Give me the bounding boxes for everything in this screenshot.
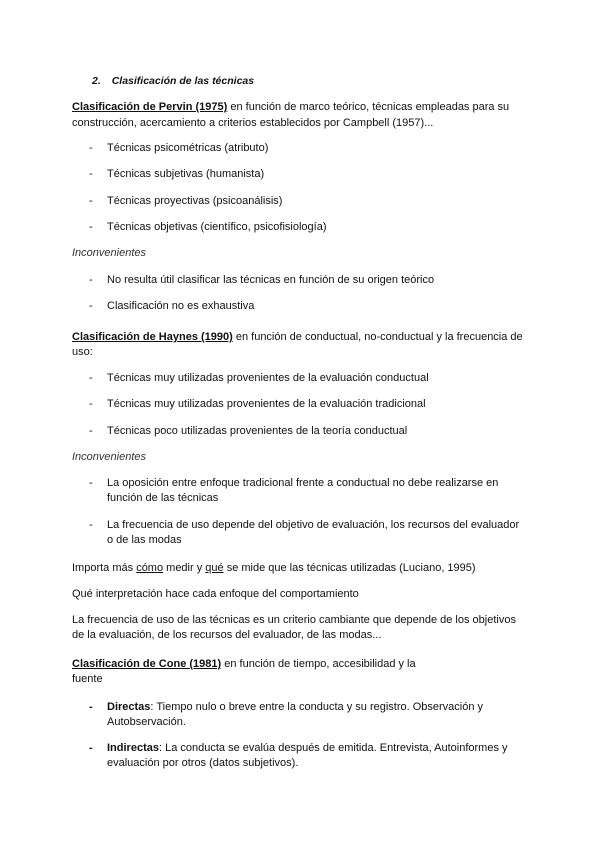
list-item-continuation: Autobservación. (107, 716, 186, 728)
list-item: No resulta útil clasificar las técnicas en función de su origen teórico (107, 274, 435, 286)
list-item: Técnicas muy utilizadas provenientes de la evaluación tradicional (107, 398, 426, 410)
importa-text-3: se mide que las técnicas utilizadas (Luciano, 1995) (223, 562, 476, 574)
list-item: Clasificación no es exhaustiva (107, 300, 255, 312)
section-number: 2. (92, 75, 101, 87)
pervin-title: Clasificación de Pervin (1975) (72, 101, 228, 113)
haynes-paragraph (72, 330, 523, 344)
haynes-text: en función de conductual, no-conductual y la frecuencia de (232, 331, 523, 343)
cone-text: en función de tiempo, accesibilidad y la (221, 658, 416, 670)
frecuencia-line2: de la evaluación, de los recursos del evaluador, de las modas... (72, 629, 382, 641)
bullet: - (89, 398, 93, 410)
pervin-text-line2: construcción, acercamiento a criterios establecidos por Campbell (1957)... (72, 117, 434, 129)
bullet: - (89, 742, 93, 754)
directas-label: Directas (107, 701, 151, 713)
importa-que: qué (205, 562, 224, 574)
bullet: - (89, 221, 93, 233)
indirectas-label: Indirectas (107, 742, 159, 754)
bullet: - (89, 701, 93, 713)
haynes-text-line2: uso: (72, 346, 93, 358)
bullet: - (89, 477, 93, 489)
list-item: Técnicas muy utilizadas provenientes de la evaluación conductual (107, 372, 429, 384)
haynes-inconvenientes-label: Inconvenientes (72, 451, 146, 463)
list-item: Técnicas proyectivas (psicoanálisis) (107, 195, 283, 207)
bullet: - (89, 425, 93, 437)
list-item-continuation: función de las técnicas (107, 492, 219, 504)
importa-paragraph (72, 561, 476, 575)
bullet: - (89, 300, 93, 312)
section-title: Clasificación de las técnicas (111, 75, 255, 87)
list-item: Técnicas subjetivas (humanista) (107, 168, 265, 180)
section-heading (92, 74, 254, 88)
pervin-inconvenientes-label: Inconvenientes (72, 247, 146, 259)
bullet: - (89, 372, 93, 384)
importa-como: cómo (136, 562, 164, 574)
haynes-title: Clasificación de Haynes (1990) (72, 331, 233, 343)
importa-text-1: Importa más (72, 562, 137, 574)
pervin-text: en función de marco teórico, técnicas empleadas para su (227, 101, 510, 113)
list-item-continuation: o de las modas (107, 534, 182, 546)
frecuencia-line1: La frecuencia de uso de las técnicas es un criterio cambiante que depende de los objetivos (72, 614, 516, 626)
cone-text-line2: fuente (72, 673, 103, 685)
directas-text: : Tiempo nulo o breve entre la conducta y su registro. Observación y (150, 701, 484, 713)
bullet: - (89, 519, 93, 531)
list-item (107, 700, 483, 714)
bullet: - (89, 168, 93, 180)
indirectas-text: : La conducta se evalúa después de emitida. Entrevista, Autoinformes y (158, 742, 508, 754)
list-item-continuation: evaluación por otros (datos subjetivos). (107, 757, 299, 769)
importa-text-2: medir y (163, 562, 206, 574)
bullet: - (89, 195, 93, 207)
cone-title: Clasificación de Cone (1981) (72, 658, 222, 670)
list-item: La oposición entre enfoque tradicional frente a conductual no debe realizarse en (107, 477, 499, 489)
list-item: La frecuencia de uso depende del objetivo de evaluación, los recursos del evaluador (107, 519, 520, 531)
bullet: - (89, 274, 93, 286)
list-item (107, 741, 508, 755)
list-item: Técnicas objetivas (científico, psicofisiología) (107, 221, 327, 233)
list-item: Técnicas poco utilizadas provenientes de la teoría conductual (107, 425, 408, 437)
bullet: - (89, 142, 93, 154)
list-item: Técnicas psicométricas (atributo) (107, 142, 269, 154)
interpretacion-paragraph: Qué interpretación hace cada enfoque del comportamiento (72, 588, 359, 600)
cone-paragraph (72, 657, 416, 671)
pervin-paragraph (72, 100, 509, 114)
